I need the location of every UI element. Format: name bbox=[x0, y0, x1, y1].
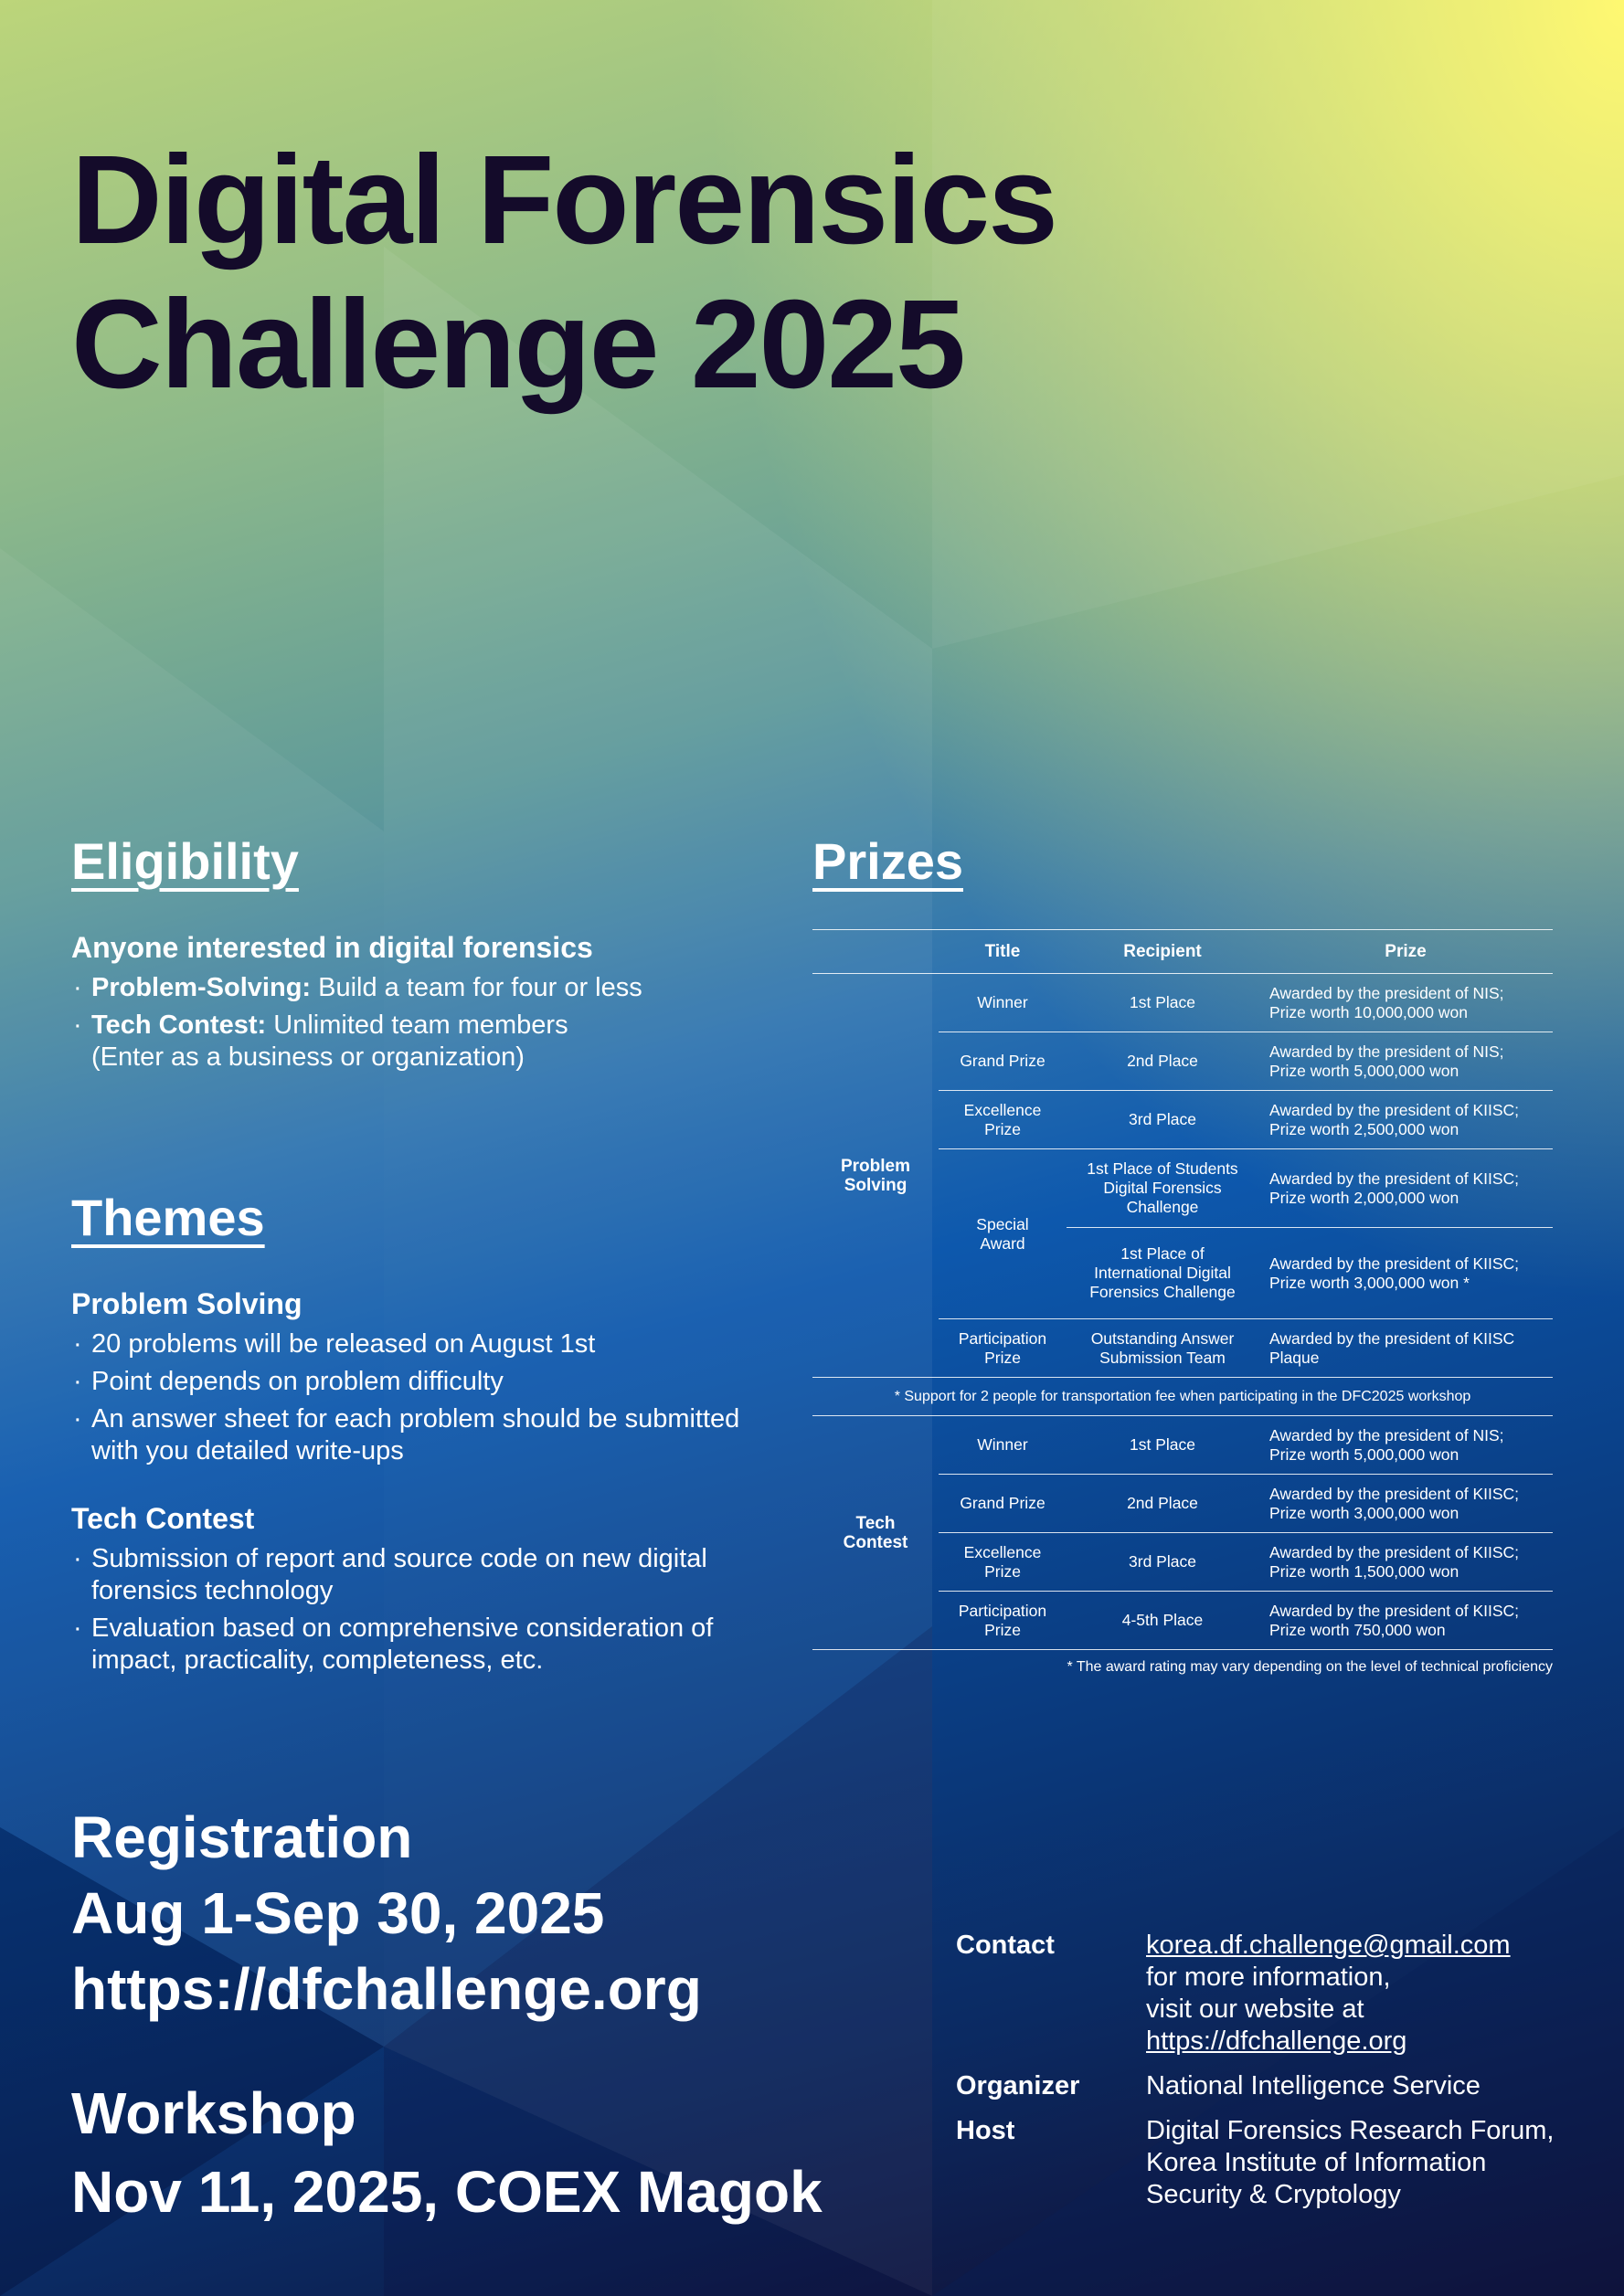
list-item bbox=[71, 1403, 766, 1467]
registration-dates: Aug 1-Sep 30, 2025 bbox=[71, 1880, 605, 1946]
item-label: Tech Contest: bbox=[91, 1010, 267, 1040]
cell-recipient: 2nd Place bbox=[1067, 1475, 1258, 1533]
organizer-row bbox=[956, 2070, 1596, 2102]
item-text: An answer sheet for each problem should be submitted bbox=[91, 1404, 740, 1434]
category-label: Problem bbox=[840, 1156, 911, 1176]
prize-text: Awarded by the president of KIISC bbox=[1269, 1328, 1515, 1348]
problem-solving-list bbox=[71, 1328, 766, 1467]
recipient-text: Digital Forensics bbox=[1103, 1179, 1222, 1197]
prize-text: Prize worth 750,000 won bbox=[1269, 1620, 1446, 1639]
page-title bbox=[71, 128, 1056, 417]
prize-text: Awarded by the president of KIISC; bbox=[1269, 1254, 1520, 1273]
workshop-label: Workshop bbox=[71, 2080, 356, 2146]
recipient-text: 1st Place of bbox=[1120, 1244, 1205, 1263]
table-row bbox=[812, 1416, 1553, 1475]
title-text: Participation bbox=[958, 1328, 1047, 1348]
recipient-text: Challenge bbox=[1126, 1198, 1199, 1216]
cell-recipient: 1st Place bbox=[1067, 974, 1258, 1032]
registration-label: Registration bbox=[71, 1804, 413, 1870]
host-line: Security & Cryptology bbox=[1146, 2180, 1401, 2209]
cell-prize bbox=[1258, 1416, 1553, 1475]
cell-title bbox=[939, 1319, 1067, 1378]
item-text: Unlimited team members bbox=[266, 1010, 568, 1040]
header-title: Title bbox=[939, 930, 1067, 974]
item-text: (Enter as a business or organization) bbox=[91, 1042, 525, 1072]
contact-info bbox=[956, 1930, 1596, 2224]
header-prize: Prize bbox=[1258, 930, 1553, 974]
cell-recipient bbox=[1067, 1228, 1258, 1319]
prize-text: Awarded by the president of NIS; bbox=[1269, 1425, 1504, 1444]
prize-text: Awarded by the president of NIS; bbox=[1269, 983, 1504, 1002]
list-item bbox=[71, 1010, 766, 1074]
category-problem-solving bbox=[812, 974, 939, 1378]
header-category bbox=[812, 930, 939, 974]
header-recipient: Recipient bbox=[1067, 930, 1258, 974]
award-footnote: * The award rating may vary depending on the level of technical proficiency bbox=[1067, 1659, 1553, 1675]
organizer-label: Organizer bbox=[956, 2071, 1080, 2100]
table-row bbox=[812, 974, 1553, 1032]
contact-row bbox=[956, 1930, 1596, 2058]
category-tech-contest bbox=[812, 1416, 939, 1650]
title-text: Prize bbox=[984, 1561, 1021, 1581]
recipient-text: 1st Place of Students bbox=[1087, 1159, 1238, 1178]
cell-recipient: 3rd Place bbox=[1067, 1091, 1258, 1149]
cell-title bbox=[939, 1533, 1067, 1592]
cell-prize bbox=[1258, 1032, 1553, 1091]
registration-section bbox=[71, 1800, 702, 2027]
cell-prize bbox=[1258, 974, 1553, 1032]
recipient-text: Forensics Challenge bbox=[1089, 1283, 1236, 1301]
prize-text: Prize worth 5,000,000 won bbox=[1269, 1061, 1459, 1080]
contact-label: Contact bbox=[956, 1931, 1055, 1960]
item-text: Evaluation based on comprehensive consideration of bbox=[91, 1614, 714, 1643]
title-text: Prize bbox=[984, 1119, 1021, 1138]
cell-title bbox=[939, 1592, 1067, 1650]
table-row bbox=[812, 1378, 1553, 1416]
cell-title: Grand Prize bbox=[939, 1475, 1067, 1533]
cell-title bbox=[939, 1091, 1067, 1149]
themes-section bbox=[71, 1188, 766, 1682]
title-text: Participation bbox=[958, 1601, 1047, 1620]
registration-url[interactable]: https://dfchallenge.org bbox=[71, 1956, 702, 2022]
themes-heading: Themes bbox=[71, 1189, 265, 1246]
cell-title: Grand Prize bbox=[939, 1032, 1067, 1091]
prize-text: Prize worth 1,500,000 won bbox=[1269, 1561, 1459, 1581]
workshop-section bbox=[71, 2074, 823, 2231]
title-text: Prize bbox=[984, 1348, 1021, 1367]
prize-text: Prize worth 5,000,000 won bbox=[1269, 1444, 1459, 1464]
host-line: Korea Institute of Information bbox=[1146, 2148, 1487, 2177]
recipient-text: Outstanding Answer bbox=[1090, 1328, 1235, 1348]
host-value bbox=[1146, 2115, 1554, 2211]
cell-recipient: 2nd Place bbox=[1067, 1032, 1258, 1091]
category-label: Tech bbox=[855, 1513, 896, 1533]
prize-text: Awarded by the president of NIS; bbox=[1269, 1042, 1504, 1061]
tech-contest-heading: Tech Contest bbox=[71, 1502, 255, 1535]
recipient-text: Submission Team bbox=[1099, 1348, 1226, 1367]
cell-prize bbox=[1258, 1228, 1553, 1319]
cell-prize bbox=[1258, 1149, 1553, 1228]
eligibility-list bbox=[71, 972, 766, 1074]
item-text: Submission of report and source code on new digital bbox=[91, 1544, 707, 1573]
host-label: Host bbox=[956, 2116, 1015, 2145]
contact-text: for more information, bbox=[1146, 1963, 1391, 1992]
cell-recipient: 3rd Place bbox=[1067, 1533, 1258, 1592]
prize-text: Awarded by the president of KIISC; bbox=[1269, 1169, 1520, 1188]
prize-text: Prize worth 3,000,000 won * bbox=[1269, 1273, 1470, 1292]
title-text: Special bbox=[976, 1214, 1029, 1233]
prize-text: Prize worth 2,000,000 won bbox=[1269, 1188, 1459, 1207]
support-note: * Support for 2 people for transportation fee when participating in the DFC2025 workshop bbox=[812, 1378, 1553, 1416]
prize-text: Awarded by the president of KIISC; bbox=[1269, 1484, 1520, 1503]
cell-prize bbox=[1258, 1091, 1553, 1149]
cell-title bbox=[939, 1149, 1067, 1319]
item-text: forensics technology bbox=[91, 1576, 334, 1605]
cell-prize bbox=[1258, 1319, 1553, 1378]
prizes-section bbox=[812, 831, 1553, 1676]
title-text: Prize bbox=[984, 1620, 1021, 1639]
tech-contest-list bbox=[71, 1543, 766, 1677]
cell-prize bbox=[1258, 1533, 1553, 1592]
cell-title: Winner bbox=[939, 1416, 1067, 1475]
cell-recipient bbox=[1067, 1319, 1258, 1378]
item-label: Problem-Solving: bbox=[91, 973, 312, 1002]
list-item bbox=[71, 1613, 766, 1677]
recipient-text: International Digital bbox=[1094, 1264, 1231, 1282]
list-item: · 20 problems will be released on August 1st bbox=[71, 1328, 766, 1360]
cell-prize bbox=[1258, 1475, 1553, 1533]
title-text: Excellence bbox=[963, 1100, 1042, 1119]
cell-recipient bbox=[1067, 1149, 1258, 1228]
eligibility-lead: Anyone interested in digital forensics bbox=[71, 931, 593, 964]
contact-text: visit our website at bbox=[1146, 1994, 1364, 2024]
item-text: Build a team for four or less bbox=[311, 973, 642, 1002]
title-line-1: Digital Forensics bbox=[71, 130, 1056, 270]
contact-email-link[interactable]: korea.df.challenge@gmail.com bbox=[1146, 1931, 1511, 1960]
category-label: Contest bbox=[843, 1532, 908, 1552]
prize-text: Plaque bbox=[1269, 1348, 1320, 1367]
prize-text: Awarded by the president of KIISC; bbox=[1269, 1542, 1520, 1561]
prize-text: Prize worth 2,500,000 won bbox=[1269, 1119, 1459, 1138]
list-item: · Point depends on problem difficulty bbox=[71, 1366, 766, 1398]
title-text: Excellence bbox=[963, 1542, 1042, 1561]
list-item bbox=[71, 972, 766, 1004]
cell-title: Winner bbox=[939, 974, 1067, 1032]
title-text: Award bbox=[980, 1233, 1025, 1253]
host-row bbox=[956, 2115, 1596, 2211]
cell-prize bbox=[1258, 1592, 1553, 1650]
prize-text: Prize worth 3,000,000 won bbox=[1269, 1503, 1459, 1522]
prize-table bbox=[812, 929, 1553, 1650]
organizer-value: National Intelligence Service bbox=[1146, 2071, 1481, 2100]
prize-text: Prize worth 10,000,000 won bbox=[1269, 1002, 1468, 1021]
category-label: Solving bbox=[844, 1175, 908, 1195]
prize-text: Awarded by the president of KIISC; bbox=[1269, 1601, 1520, 1620]
item-text: with you detailed write-ups bbox=[91, 1436, 404, 1465]
prizes-heading: Prizes bbox=[812, 832, 963, 890]
workshop-details: Nov 11, 2025, COEX Magok bbox=[71, 2159, 823, 2225]
title-line-2: Challenge 2025 bbox=[71, 274, 964, 415]
contact-website-link[interactable]: https://dfchallenge.org bbox=[1146, 2026, 1407, 2056]
eligibility-heading: Eligibility bbox=[71, 832, 299, 890]
table-header-row bbox=[812, 930, 1553, 974]
list-item bbox=[71, 1543, 766, 1607]
item-text: impact, practicality, completeness, etc. bbox=[91, 1645, 544, 1675]
eligibility-section bbox=[71, 831, 766, 1079]
contact-value bbox=[1146, 1930, 1511, 2058]
host-line: Digital Forensics Research Forum, bbox=[1146, 2116, 1555, 2145]
cell-recipient: 1st Place bbox=[1067, 1416, 1258, 1475]
prize-text: Awarded by the president of KIISC; bbox=[1269, 1100, 1520, 1119]
problem-solving-heading: Problem Solving bbox=[71, 1287, 303, 1320]
cell-recipient: 4-5th Place bbox=[1067, 1592, 1258, 1650]
